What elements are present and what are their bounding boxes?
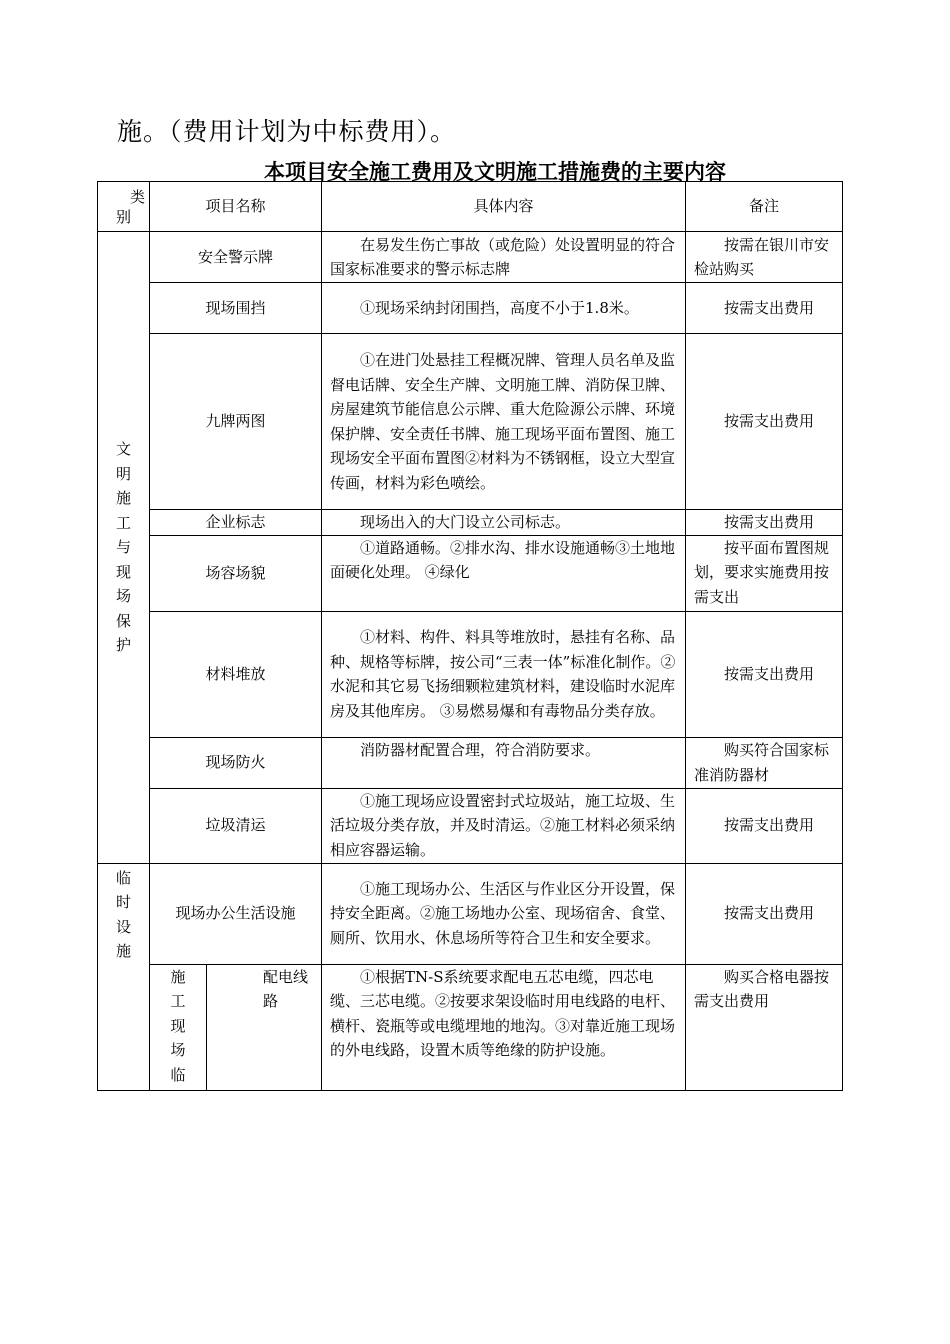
row-content: ①道路通畅。②排水沟、排水设施通畅③土地地面硬化处理。 ④绿化 <box>322 535 686 611</box>
row-name: 安全警示牌 <box>150 232 322 283</box>
row-note: 按需支出费用 <box>686 611 843 737</box>
header-content: 具体内容 <box>322 182 686 232</box>
header-name: 项目名称 <box>150 182 322 232</box>
cost-table <box>97 181 843 1091</box>
table-row <box>98 283 843 334</box>
table-row <box>98 737 843 788</box>
row-note: 按需支出费用 <box>686 788 843 863</box>
header-note: 备注 <box>686 182 843 232</box>
table-row <box>98 863 843 964</box>
header-category-top: 类 <box>129 187 145 206</box>
row-name: 九牌两图 <box>150 334 322 510</box>
row-note: 购买合格电器按需支出费用 <box>686 964 843 1090</box>
header-category-bottom: 别 <box>116 207 132 226</box>
table-row <box>98 334 843 510</box>
table-row <box>98 535 843 611</box>
intro-text: 施。（费用计划为中标费用）。 <box>117 117 457 146</box>
row-note: 按需在银川市安检站购买 <box>686 232 843 283</box>
row-note: 按需支出费用 <box>686 863 843 964</box>
table-row <box>98 788 843 863</box>
row-content: ①施工现场办公、生活区与作业区分开设置，保持安全距离。②施工场地办公室、现场宿舍、食堂、厕所、饮用水、休息场所等符合卫生和安全要求。 <box>322 863 686 964</box>
table-row <box>98 964 843 1090</box>
row-name: 现场防火 <box>150 737 322 788</box>
header-category <box>98 182 150 232</box>
row-note: 购买符合国家标准消防器材 <box>686 737 843 788</box>
sub-category-label: 施工现场临 <box>150 964 207 1090</box>
row-content: 消防器材配置合理，符合消防要求。 <box>322 737 686 788</box>
row-name: 场容场貌 <box>150 535 322 611</box>
group-civilized-label: 文明施工与现场保护 <box>98 232 150 864</box>
row-note: 按需支出费用 <box>686 334 843 510</box>
header-row <box>98 182 843 232</box>
row-content: 现场出入的大门设立公司标志。 <box>322 510 686 536</box>
row-content: ①根据TN-S系统要求配电五芯电缆，四芯电缆、三芯电缆。②按要求架设临时用电线路的电杆、横杆、瓷瓶等或电缆埋地的地沟。③对靠近施工现场的外电线路，设置木质等绝缘的防护设施。 <box>322 964 686 1090</box>
table-row <box>98 611 843 737</box>
row-note: 按需支出费用 <box>686 510 843 536</box>
row-content: ①材料、构件、料具等堆放时，悬挂有名称、品种、规格等标牌，按公司“三表一体”标准化制作。②水泥和其它易飞扬细颗粒建筑材料，建设临时水泥库房及其他库房。 ③易燃易爆和有毒物品分类存放。 <box>322 611 686 737</box>
table-row <box>98 232 843 283</box>
table-title: 本项目安全施工费用及文明施工措施费的主要内容 <box>264 160 726 184</box>
group-temporary-label: 临时设施 <box>98 863 150 1090</box>
row-name: 垃圾清运 <box>150 788 322 863</box>
row-note: 按需支出费用 <box>686 283 843 334</box>
row-name: 材料堆放 <box>150 611 322 737</box>
row-name: 企业标志 <box>150 510 322 536</box>
row-content: 在易发生伤亡事故（或危险）处设置明显的符合国家标准要求的警示标志牌 <box>322 232 686 283</box>
row-note: 按平面布置图规划，要求实施费用按需支出 <box>686 535 843 611</box>
row-content: ①在进门处悬挂工程概况牌、管理人员名单及监督电话牌、安全生产牌、文明施工牌、消防保卫牌、房屋建筑节能信息公示牌、重大危险源公示牌、环境保护牌、安全责任书牌、施工现场平面布置图、施工现场安全平面布置图②材料为不锈钢框，设立大型宣传画，材料为彩色喷绘。 <box>322 334 686 510</box>
row-content: ①现场采纳封闭围挡，高度不小于1.8米。 <box>322 283 686 334</box>
table-row <box>98 510 843 536</box>
row-content: ①施工现场应设置密封式垃圾站，施工垃圾、生活垃圾分类存放，并及时清运。②施工材料必须采纳相应容器运输。 <box>322 788 686 863</box>
row-name: 现场围挡 <box>150 283 322 334</box>
row-name: 现场办公生活设施 <box>150 863 322 964</box>
row-name: 配电线路 <box>207 964 322 1090</box>
